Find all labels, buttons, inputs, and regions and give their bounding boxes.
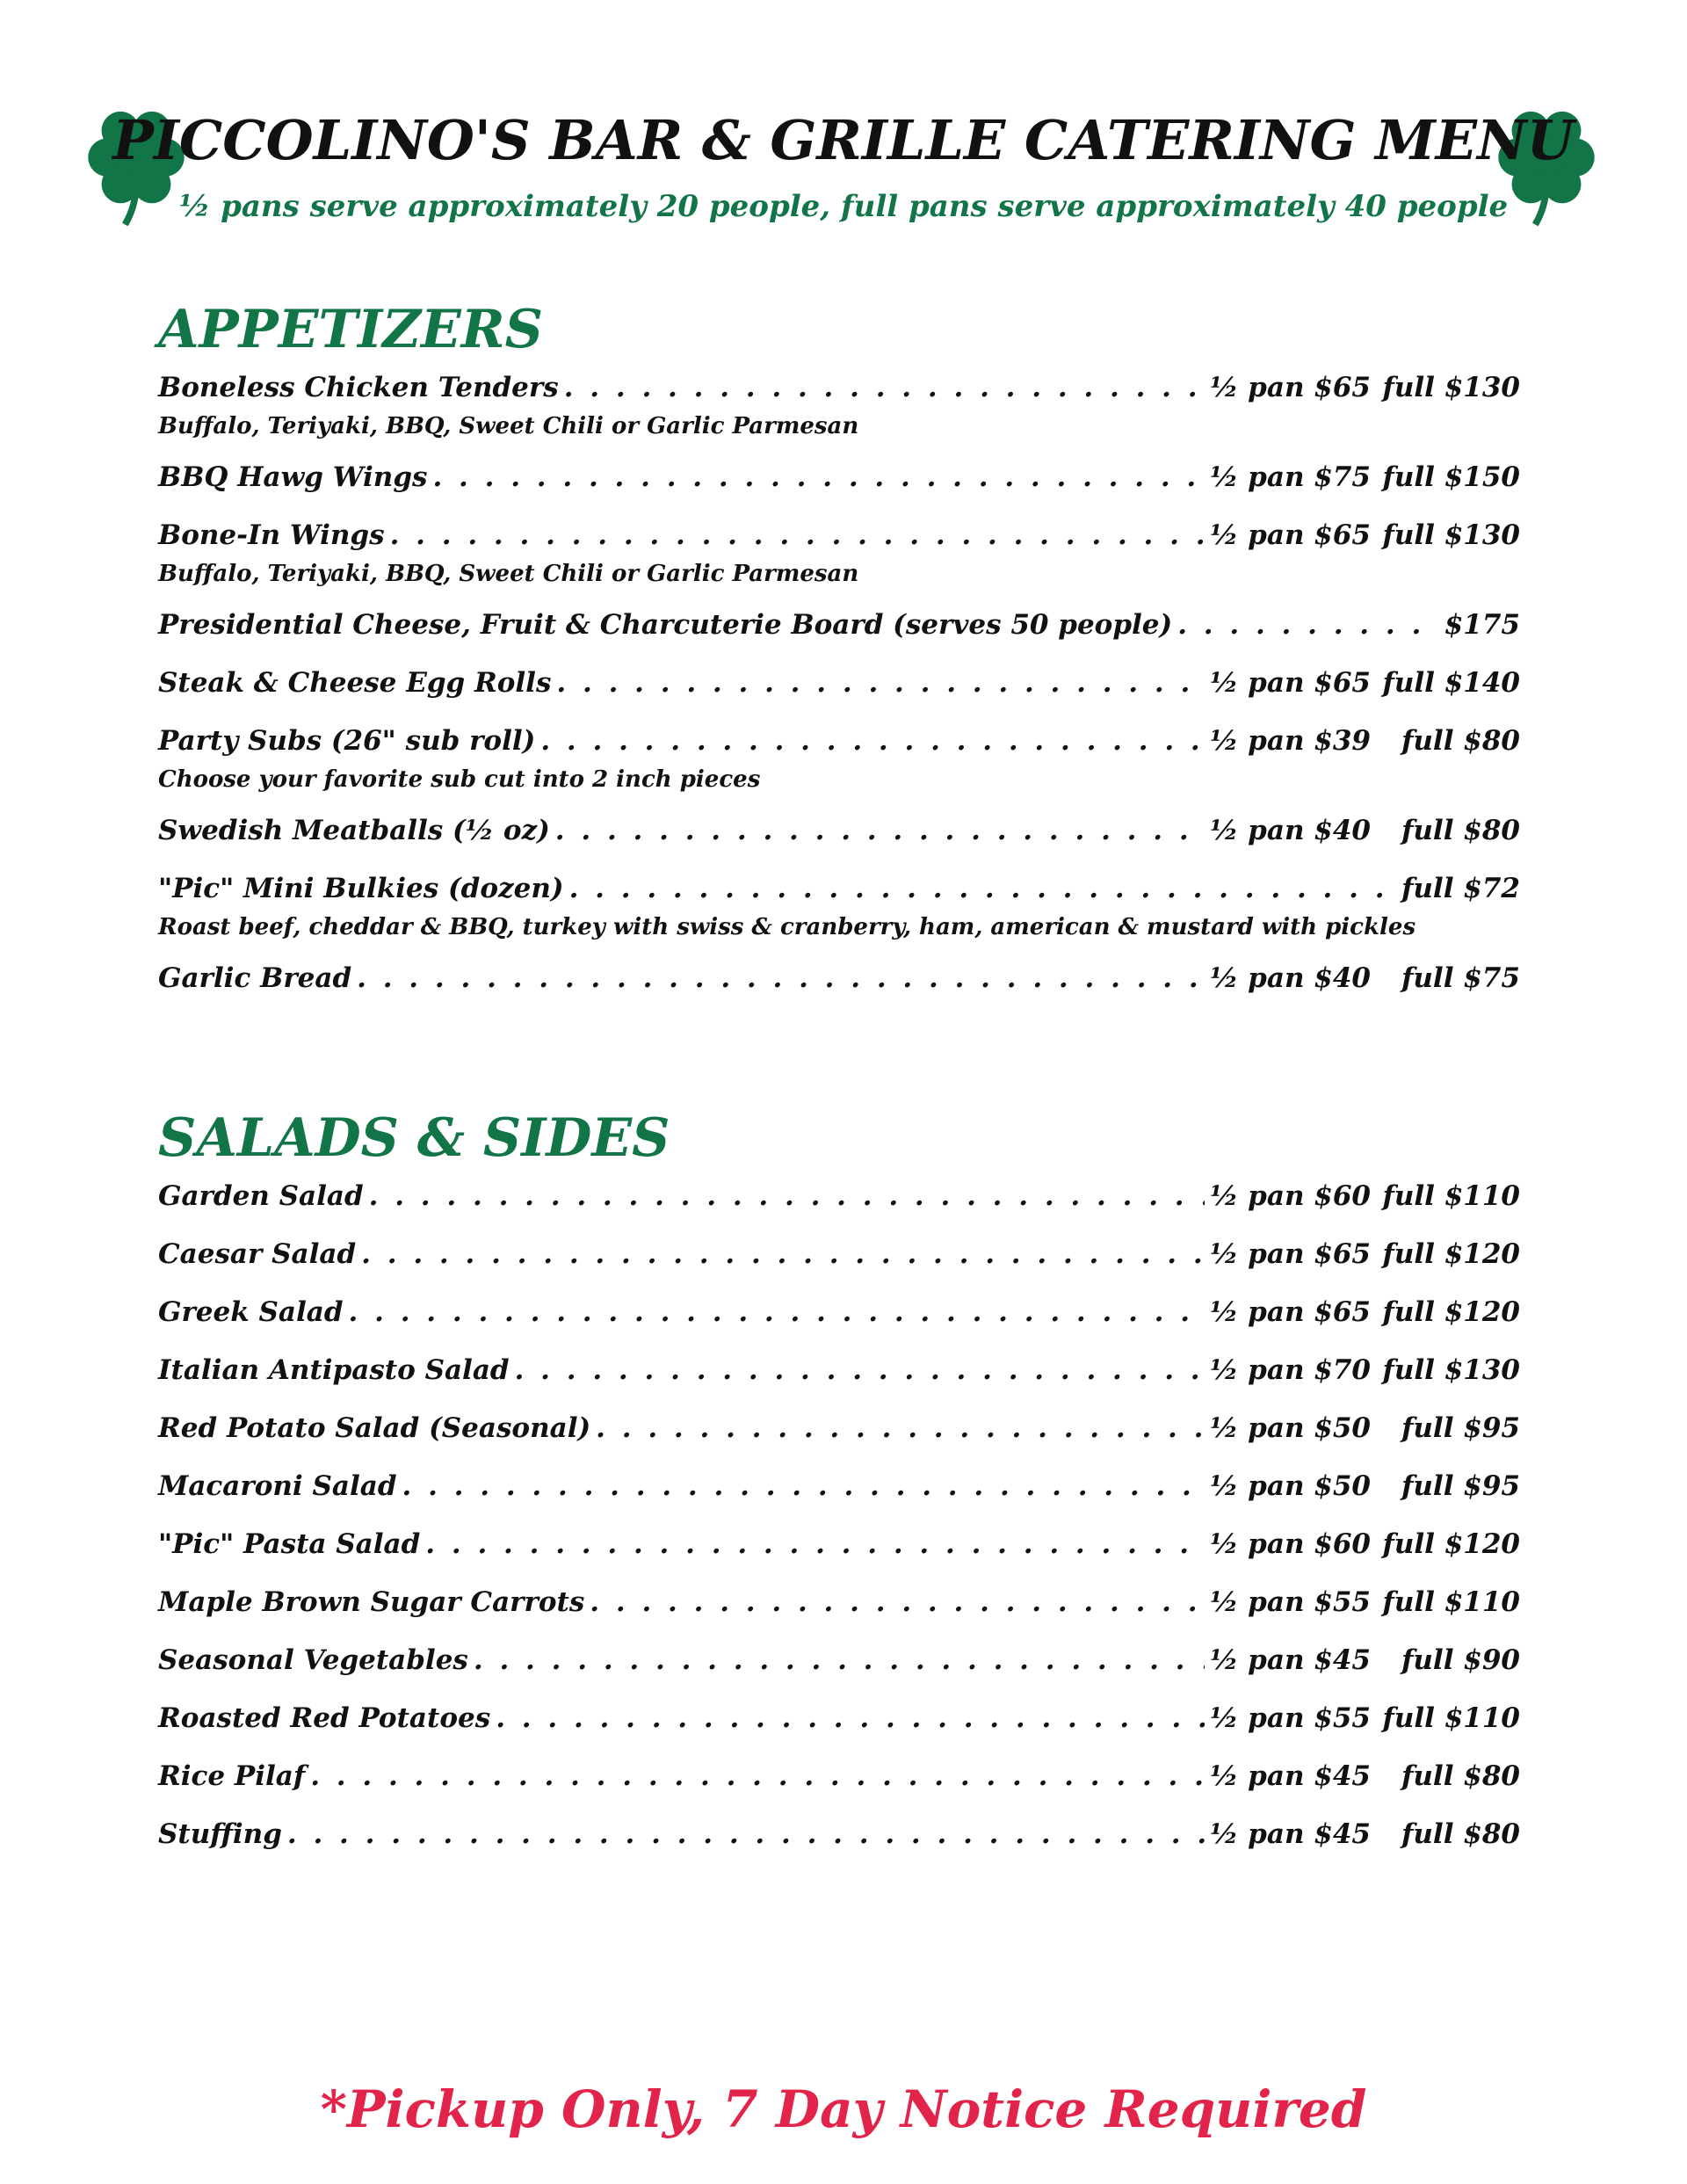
half-pan-price: ½ pan $39 bbox=[1210, 725, 1371, 757]
full-pan-price: full $120 bbox=[1382, 1296, 1520, 1328]
menu-item-name: Greek Salad bbox=[158, 1296, 344, 1328]
dot-leader bbox=[369, 1180, 1205, 1212]
half-pan-price: ½ pan $65 bbox=[1210, 667, 1371, 699]
dot-leader bbox=[564, 372, 1205, 403]
half-pan-price: ½ pan $45 bbox=[1210, 1644, 1371, 1676]
menu-item-line bbox=[158, 519, 1520, 558]
full-pan-price: full $80 bbox=[1401, 1818, 1520, 1850]
menu-item-line bbox=[158, 1818, 1520, 1857]
appetizers-section bbox=[158, 294, 1520, 1020]
menu-item-price: full $72 bbox=[1401, 873, 1520, 904]
full-pan-price: full $120 bbox=[1382, 1238, 1520, 1270]
half-pan-price: ½ pan $40 bbox=[1210, 962, 1371, 994]
full-pan-price: full $110 bbox=[1382, 1702, 1520, 1734]
salads-sides-list bbox=[158, 1180, 1520, 1857]
menu-item bbox=[158, 461, 1520, 500]
full-pan-price: full $80 bbox=[1401, 725, 1520, 757]
half-pan-price: ½ pan $60 bbox=[1210, 1180, 1371, 1212]
dot-leader bbox=[432, 461, 1205, 493]
menu-item-name: BBQ Hawg Wings bbox=[158, 461, 428, 493]
half-pan-price: ½ pan $65 bbox=[1210, 519, 1371, 551]
menu-item-name: "Pic" Mini Bulkies (dozen) bbox=[158, 873, 564, 904]
half-pan-price: ½ pan $65 bbox=[1210, 1296, 1371, 1328]
menu-item-line bbox=[158, 1354, 1520, 1393]
half-pan-price: ½ pan $55 bbox=[1210, 1586, 1371, 1618]
dot-leader bbox=[540, 725, 1205, 757]
dot-leader bbox=[474, 1644, 1205, 1676]
menu-item bbox=[158, 1644, 1520, 1683]
menu-item bbox=[158, 372, 1520, 442]
menu-item bbox=[158, 1760, 1520, 1799]
menu-item-name: Steak & Cheese Egg Rolls bbox=[158, 667, 552, 699]
menu-item-name: "Pic" Pasta Salad bbox=[158, 1528, 421, 1560]
dot-leader bbox=[515, 1354, 1205, 1386]
dot-leader bbox=[555, 815, 1205, 846]
pickup-notice: *Pickup Only, 7 Day Notice Required bbox=[320, 2079, 1367, 2139]
half-pan-price: ½ pan $40 bbox=[1210, 815, 1371, 846]
dot-leader bbox=[310, 1760, 1205, 1792]
menu-item bbox=[158, 1354, 1520, 1393]
dot-leader bbox=[361, 1238, 1205, 1270]
full-pan-price: full $80 bbox=[1401, 1760, 1520, 1792]
menu-item bbox=[158, 815, 1520, 853]
menu-item-name: Seasonal Vegetables bbox=[158, 1644, 468, 1676]
dot-leader bbox=[357, 962, 1205, 994]
menu-item-line bbox=[158, 1238, 1520, 1277]
menu-item-line bbox=[158, 1180, 1520, 1219]
menu-item-name: Italian Antipasto Salad bbox=[158, 1354, 510, 1386]
half-pan-price: ½ pan $65 bbox=[1210, 1238, 1371, 1270]
menu-item-name: Presidential Cheese, Fruit & Charcuterie Board (serves 50 people) bbox=[158, 609, 1173, 641]
full-pan-price: full $150 bbox=[1382, 461, 1520, 493]
menu-item bbox=[158, 725, 1520, 795]
menu-item-line bbox=[158, 667, 1520, 706]
menu-item-name: Stuffing bbox=[158, 1818, 282, 1850]
menu-item-line bbox=[158, 1644, 1520, 1683]
menu-item-name: Macaroni Salad bbox=[158, 1470, 397, 1502]
menu-item-line bbox=[158, 609, 1520, 648]
half-pan-price: ½ pan $50 bbox=[1210, 1470, 1371, 1502]
full-pan-price: full $80 bbox=[1401, 815, 1520, 846]
dot-leader bbox=[287, 1818, 1205, 1850]
section-heading: SALADS & SIDES bbox=[158, 1107, 670, 1169]
menu-item-line bbox=[158, 372, 1520, 410]
menu-item-name: Boneless Chicken Tenders bbox=[158, 372, 559, 403]
menu-item-line bbox=[158, 1586, 1520, 1625]
menu-item-line bbox=[158, 1528, 1520, 1567]
dot-leader bbox=[496, 1702, 1205, 1734]
half-pan-price: ½ pan $50 bbox=[1210, 1412, 1371, 1444]
full-pan-price: full $90 bbox=[1401, 1644, 1520, 1676]
menu-item-name: Bone-In Wings bbox=[158, 519, 385, 551]
dot-leader bbox=[556, 667, 1205, 699]
menu-item-name: Caesar Salad bbox=[158, 1238, 357, 1270]
menu-item-line bbox=[158, 1702, 1520, 1741]
menu-item-name: Roasted Red Potatoes bbox=[158, 1702, 491, 1734]
menu-item-description: Buffalo, Teriyaki, BBQ, Sweet Chili or Garlic Parmesan bbox=[158, 561, 859, 587]
full-pan-price: full $140 bbox=[1382, 667, 1520, 699]
menu-item-line bbox=[158, 873, 1520, 911]
full-pan-price: full $95 bbox=[1401, 1412, 1520, 1444]
section-heading: APPETIZERS bbox=[158, 299, 543, 360]
menu-item-line bbox=[158, 1760, 1520, 1799]
dot-leader bbox=[390, 519, 1206, 551]
page-subtitle: ½ pans serve approximately 20 people, full pans serve approximately 40 people bbox=[178, 189, 1509, 224]
menu-item bbox=[158, 1586, 1520, 1625]
menu-item bbox=[158, 1238, 1520, 1277]
full-pan-price: full $130 bbox=[1382, 372, 1520, 403]
menu-item-name: Red Potato Salad (Seasonal) bbox=[158, 1412, 591, 1444]
menu-item-line bbox=[158, 725, 1520, 764]
menu-item bbox=[158, 1818, 1520, 1857]
menu-item-name: Garden Salad bbox=[158, 1180, 364, 1212]
dot-leader bbox=[425, 1528, 1205, 1560]
menu-item bbox=[158, 1702, 1520, 1741]
menu-item bbox=[158, 1528, 1520, 1567]
full-pan-price: full $110 bbox=[1382, 1586, 1520, 1618]
menu-item bbox=[158, 962, 1520, 1001]
half-pan-price: ½ pan $45 bbox=[1210, 1760, 1371, 1792]
page-title: PICCOLINO'S BAR & GRILLE CATERING MENU bbox=[112, 108, 1575, 172]
menu-item-line bbox=[158, 815, 1520, 853]
menu-item bbox=[158, 873, 1520, 943]
full-pan-price: full $95 bbox=[1401, 1470, 1520, 1502]
full-pan-price: full $120 bbox=[1382, 1528, 1520, 1560]
menu-item bbox=[158, 1412, 1520, 1451]
menu-item bbox=[158, 1180, 1520, 1219]
menu-item-line bbox=[158, 461, 1520, 500]
menu-item bbox=[158, 1470, 1520, 1509]
menu-item bbox=[158, 519, 1520, 590]
full-pan-price: full $110 bbox=[1382, 1180, 1520, 1212]
menu-item-name: Maple Brown Sugar Carrots bbox=[158, 1586, 585, 1618]
dot-leader bbox=[590, 1586, 1205, 1618]
menu-item bbox=[158, 609, 1520, 648]
dot-leader bbox=[402, 1470, 1206, 1502]
menu-item-description: Buffalo, Teriyaki, BBQ, Sweet Chili or Garlic Parmesan bbox=[158, 413, 859, 439]
menu-item-line bbox=[158, 1470, 1520, 1509]
menu-item-line bbox=[158, 1412, 1520, 1451]
dot-leader bbox=[349, 1296, 1206, 1328]
full-pan-price: full $130 bbox=[1382, 1354, 1520, 1386]
half-pan-price: ½ pan $75 bbox=[1210, 461, 1371, 493]
half-pan-price: ½ pan $45 bbox=[1210, 1818, 1371, 1850]
half-pan-price: ½ pan $55 bbox=[1210, 1702, 1371, 1734]
full-pan-price: full $75 bbox=[1401, 962, 1520, 994]
menu-item-name: Garlic Bread bbox=[158, 962, 352, 994]
menu-item-price: $175 bbox=[1444, 609, 1520, 641]
menu-item-description: Roast beef, cheddar & BBQ, turkey with swiss & cranberry, ham, american & mustard with pickles bbox=[158, 914, 1416, 940]
menu-item-name: Rice Pilaf bbox=[158, 1760, 306, 1792]
menu-item-description: Choose your favorite sub cut into 2 inch pieces bbox=[158, 766, 761, 793]
dot-leader bbox=[596, 1412, 1205, 1444]
menu-item-name: Swedish Meatballs (½ oz) bbox=[158, 815, 550, 846]
salads-sides-section bbox=[158, 1103, 1520, 1876]
half-pan-price: ½ pan $60 bbox=[1210, 1528, 1371, 1560]
menu-item-line bbox=[158, 962, 1520, 1001]
menu-item-name: Party Subs (26" sub roll) bbox=[158, 725, 536, 757]
menu-header bbox=[0, 97, 1687, 229]
appetizers-list bbox=[158, 372, 1520, 1001]
menu-item-line bbox=[158, 1296, 1520, 1335]
full-pan-price: full $130 bbox=[1382, 519, 1520, 551]
dot-leader bbox=[1177, 609, 1439, 641]
dot-leader bbox=[569, 873, 1397, 904]
half-pan-price: ½ pan $70 bbox=[1210, 1354, 1371, 1386]
menu-item bbox=[158, 667, 1520, 706]
menu-item bbox=[158, 1296, 1520, 1335]
half-pan-price: ½ pan $65 bbox=[1210, 372, 1371, 403]
